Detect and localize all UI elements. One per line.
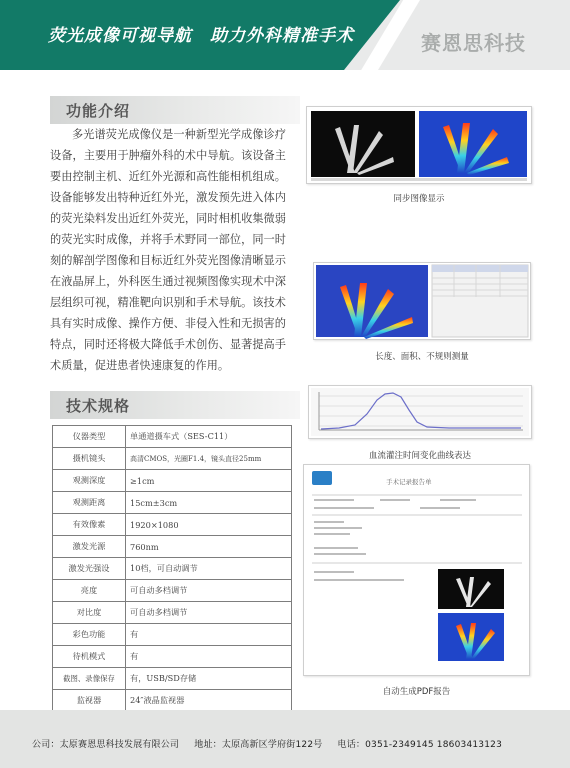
perfusion-curve-panel: [308, 385, 532, 439]
header-title: 荧光成像可视导航 助力外科精准手术: [48, 26, 354, 46]
table-row: [53, 536, 292, 558]
report-body: [310, 491, 524, 671]
spec-value: ≥1cm: [126, 470, 292, 492]
report-title: 手术记录报告单: [386, 478, 432, 486]
intro-heading: 功能介绍: [66, 102, 131, 120]
perfusion-curve-caption: 血流灌注时间变化曲线表达: [368, 451, 471, 461]
spec-key: 待机模式: [53, 646, 126, 668]
spec-value: 单通道摄车式（SES-C11）: [126, 426, 292, 448]
measurement-panel: [313, 262, 531, 340]
table-row: [53, 514, 292, 536]
measurement-caption: 长度、面积、不规则测量: [375, 352, 469, 362]
spec-key: 截图、录像保存: [53, 668, 126, 690]
table-row: [53, 558, 292, 580]
spec-key: 观测深度: [53, 470, 126, 492]
spec-key: 观测距离: [53, 492, 126, 514]
spec-key: 激发光强设: [53, 558, 126, 580]
table-row: [53, 646, 292, 668]
spec-key: 监视器: [53, 690, 126, 712]
table-row: [53, 492, 292, 514]
table-row: [53, 690, 292, 712]
intro-paragraph: 多光谱荧光成像仪是一种新型光学成像诊疗设备，主要用于肿瘤外科的术中导航。该设备主要由控制主机、近红外光源和高性能相机组成。设备能够发出特种近红外光，激发预先进入体内的荧光染料发出近红外荧光，同时相机收集微弱的荧光实时成像，并将手术野同一部位，同一时刻的解剖学图像和目标近红外荧光图像清晰显示在液晶屏上，外科医生通过视频图像实现术中深层组织可视，精准靶向识别和手术导航。该技术具有实时成像、操作方便、非侵入性和无损害的特点，同时还将极大降低手术创伤、显著提高手术质量，促进患者快速康复的作用。: [50, 128, 286, 372]
brand-logo-text: 赛恩思科技: [421, 31, 526, 55]
spec-value: 高清CMOS，光圈F1.4，镜头直径25mm: [126, 448, 292, 470]
footer-contact: [32, 737, 502, 750]
pdf-report-panel: [303, 464, 530, 676]
spec-value: 有: [126, 646, 292, 668]
sync-image-caption: 同步图像显示: [393, 194, 445, 204]
spec-key: 激发光源: [53, 536, 126, 558]
spec-value: 有: [126, 624, 292, 646]
spec-key: 亮度: [53, 580, 126, 602]
footer-company: 公司：太原赛恩思科技发展有限公司: [32, 740, 180, 750]
spec-value: 15cm±3cm: [126, 492, 292, 514]
spec-key: 彩色功能: [53, 624, 126, 646]
table-row: [53, 602, 292, 624]
sync-image-panel: [306, 106, 532, 184]
footer-address: 地址：太原高新区学府街122号: [194, 740, 323, 750]
pdf-report-caption: 自动生成PDF报告: [382, 687, 451, 697]
spec-value: 10档，可自动调节: [126, 558, 292, 580]
spec-key: 摄机镜头: [53, 448, 126, 470]
table-row: [53, 580, 292, 602]
perfusion-curve-screenshot: [309, 386, 531, 438]
spec-value: 24″液晶监视器: [126, 690, 292, 712]
spec-value: 可自动多档调节: [126, 580, 292, 602]
table-row: [53, 448, 292, 470]
table-row: [53, 470, 292, 492]
spec-key: 对比度: [53, 602, 126, 624]
spec-value: 有，USB/SD存储: [126, 668, 292, 690]
report-logo: [312, 471, 332, 485]
footer-phone: 电话：0351-2349145 18603413123: [337, 740, 502, 750]
table-row: [53, 624, 292, 646]
table-row: [53, 426, 292, 448]
spec-key: 有效像素: [53, 514, 126, 536]
spec-value: 可自动多档调节: [126, 602, 292, 624]
spec-table: [52, 425, 292, 712]
specs-heading: 技术规格: [66, 397, 131, 415]
table-row: [53, 668, 292, 690]
page-header: [0, 0, 570, 70]
spec-value: 760nm: [126, 536, 292, 558]
spec-value: 1920×1080: [126, 514, 292, 536]
sync-image-screenshot: [307, 107, 531, 183]
spec-key: 仪器类型: [53, 426, 126, 448]
measurement-screenshot: [314, 263, 530, 339]
